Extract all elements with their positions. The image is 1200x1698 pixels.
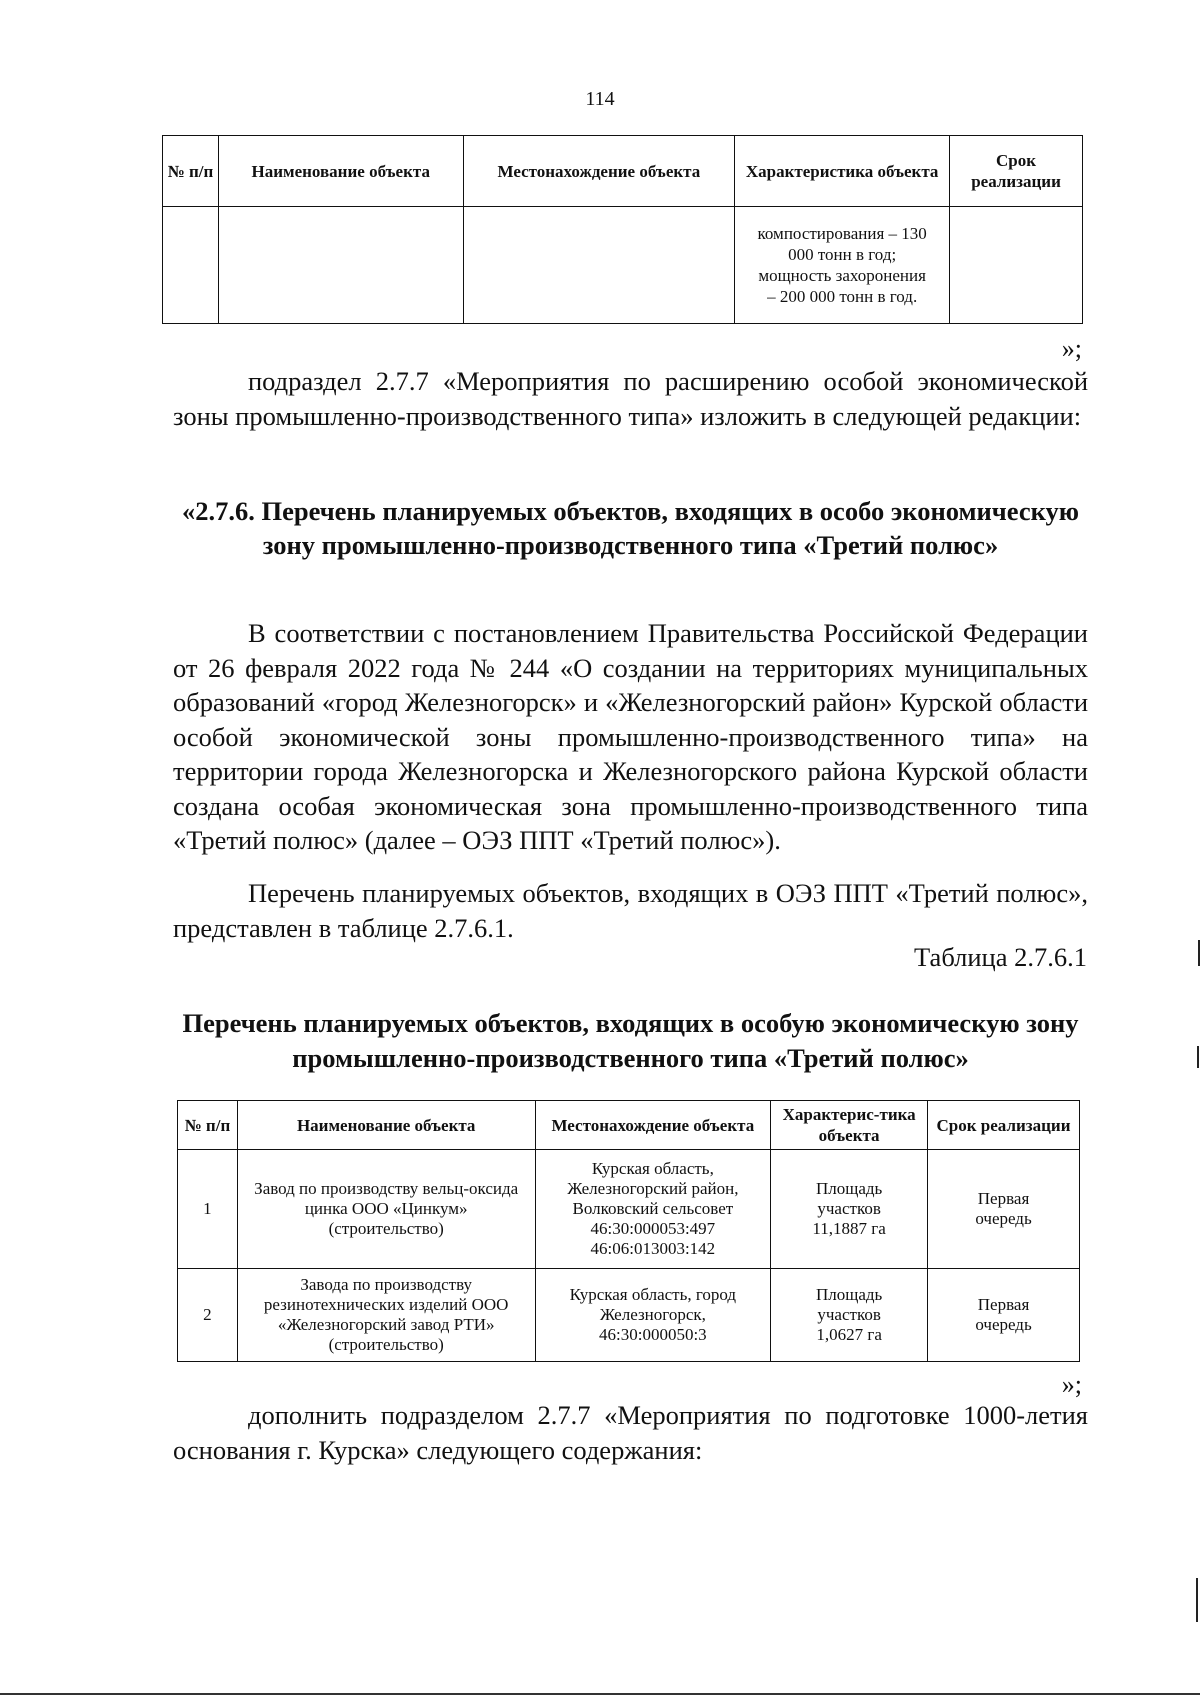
section-heading: «2.7.6. Перечень планируемых объектов, входящих в особо экономическую зону промышленно-производственного типа «Третий полюс» [181, 496, 1079, 560]
table-row [178, 1269, 1080, 1362]
header-cell: Местонахождение объекта [535, 1101, 771, 1150]
table-caption: Таблица 2.7.6.1 [914, 942, 1087, 972]
header-cell: Наименование объекта [218, 136, 463, 207]
table-title: Перечень планируемых объектов, входящих в особую экономическую зону промышленно-производственного типа «Третий полюс» [182, 1008, 1079, 1073]
scan-margin-mark [1197, 1046, 1199, 1068]
header-cell: Местонахождение объекта [463, 136, 735, 207]
table-cell: Первая очередь [928, 1150, 1080, 1269]
header-cell: Срок реализации [928, 1101, 1080, 1150]
header-cell: Наименование объекта [237, 1101, 535, 1150]
table-header-row [178, 1101, 1080, 1150]
header-cell: Характерис-тика объекта [771, 1101, 928, 1150]
closing-quote: »; [1061, 334, 1082, 363]
scan-margin-mark [1196, 1578, 1198, 1622]
closing-quote: »; [1061, 1370, 1082, 1399]
table-cell [463, 207, 735, 324]
scan-bottom-edge [0, 1693, 1200, 1695]
table-cell: Площадь участков 1,0627 га [771, 1269, 928, 1362]
table-cell: Первая очередь [928, 1269, 1080, 1362]
table-header-row [163, 136, 1083, 207]
table-cell [950, 207, 1083, 324]
table-cell: Завода по производству резинотехнических изделий ООО «Железногорский завод РТИ» (строительство) [237, 1269, 535, 1362]
paragraph: подраздел 2.7.7 «Мероприятия по расширению особой экономической зоны промышленно-производственного типа» изложить в следующей редакции: [173, 366, 1088, 431]
header-cell: Характеристика объекта [735, 136, 950, 207]
page-number: 114 [585, 88, 615, 110]
paragraph: Перечень планируемых объектов, входящих в ОЭЗ ППТ «Третий полюс», представлен в таблице 2.7.6.1. [173, 878, 1088, 943]
table-cell: 2 [178, 1269, 238, 1362]
header-cell: № п/п [163, 136, 219, 207]
paragraph: В соответствии с постановлением Правительства Российской Федерации от 26 февраля 2022 года № 244 «О создании на территориях муниципальных образований «город Железногорск» и «Железногорский район» Курской области особой экономической зоны промышленно-производственного типа» на территории города Железногорска и Железногорского района Курской области создана особая экономическая зона промышленно-производственного типа «Третий полюс» (далее – ОЭЗ ППТ «Третий полюс»). [173, 618, 1088, 855]
table-cell: 1 [178, 1150, 238, 1269]
table-cell: Завод по производству вельц-оксида цинка ООО «Цинкум» (строительство) [237, 1150, 535, 1269]
table-cell: Площадь участков 11,1887 га [771, 1150, 928, 1269]
continued-table [162, 135, 1083, 324]
table-cell: Курская область, Железногорский район, Волковский сельсовет 46:30:000053:497 46:06:013003:142 [535, 1150, 771, 1269]
header-cell: № п/п [178, 1101, 238, 1150]
table-cell [163, 207, 219, 324]
table-cell [218, 207, 463, 324]
paragraph: дополнить подразделом 2.7.7 «Мероприятия по подготовке 1000-летия основания г. Курска» следующего содержания: [173, 1400, 1088, 1465]
table-cell: компостирования – 130 000 тонн в год; мощность захоронения – 200 000 тонн в год. [735, 207, 950, 324]
objects-table [177, 1100, 1080, 1362]
table-row [163, 207, 1083, 324]
table-cell: Курская область, город Железногорск, 46:30:000050:3 [535, 1269, 771, 1362]
table-row [178, 1150, 1080, 1269]
header-cell: Срок реализации [950, 136, 1083, 207]
